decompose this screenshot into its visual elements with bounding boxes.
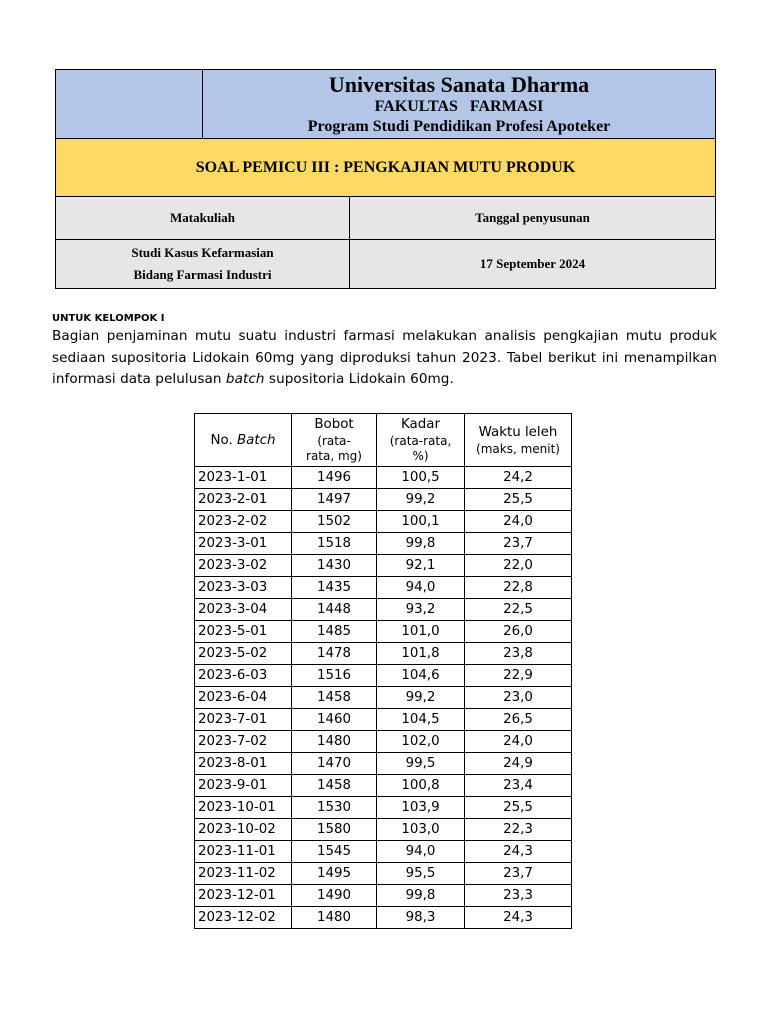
bobot-cell: 1495: [292, 863, 377, 885]
batch-cell: 2023-10-01: [195, 797, 292, 819]
header-label-row: [56, 196, 715, 239]
paragraph-italic: batch: [225, 371, 265, 387]
kadar-cell: 99,2: [377, 687, 465, 709]
table-row: [195, 665, 572, 687]
table-row: [195, 863, 572, 885]
bobot-cell: 1530: [292, 797, 377, 819]
program-name: Program Studi Pendidikan Profesi Apoteker: [307, 118, 611, 135]
header-batch-prefix: No.: [210, 432, 237, 448]
bobot-cell: 1448: [292, 599, 377, 621]
bobot-cell: 1497: [292, 489, 377, 511]
kadar-cell: 99,2: [377, 489, 465, 511]
table-row: [195, 577, 572, 599]
batch-cell: 2023-3-03: [195, 577, 292, 599]
batch-cell: 2023-5-02: [195, 643, 292, 665]
course-value: [56, 240, 350, 288]
paragraph-part1: Bagian penjaminan mutu suatu industri farmasi melakukan analisis pengkajian mutu produk sediaan supositoria Lidokain 60mg yang diproduksi tahun 2023. Tabel berikut ini menampilkan informasi data pelulusan: [52, 328, 717, 387]
kadar-cell: 99,5: [377, 753, 465, 775]
bobot-cell: 1518: [292, 533, 377, 555]
bobot-cell: 1470: [292, 753, 377, 775]
batch-cell: 2023-8-01: [195, 753, 292, 775]
kadar-cell: 98,3: [377, 907, 465, 929]
waktu-cell: 26,0: [465, 621, 572, 643]
header-kadar-line2: (rata-rata,: [389, 434, 452, 448]
header-bobot-line3: rata, mg): [306, 449, 362, 463]
waktu-cell: 22,3: [465, 819, 572, 841]
waktu-cell: 24,0: [465, 731, 572, 753]
waktu-cell: 23,3: [465, 885, 572, 907]
bobot-cell: 1580: [292, 819, 377, 841]
waktu-cell: 25,5: [465, 797, 572, 819]
waktu-cell: 22,5: [465, 599, 572, 621]
header-kadar-line3: %): [412, 449, 429, 463]
bobot-cell: 1490: [292, 885, 377, 907]
table-row: [195, 885, 572, 907]
bobot-cell: 1458: [292, 775, 377, 797]
kadar-cell: 104,6: [377, 665, 465, 687]
table-row: [195, 841, 572, 863]
bobot-cell: 1435: [292, 577, 377, 599]
header-waktu-line2: (maks, menit): [476, 441, 560, 456]
batch-cell: 2023-7-02: [195, 731, 292, 753]
batch-cell: 2023-3-02: [195, 555, 292, 577]
table-row: [195, 599, 572, 621]
faculty-name: FAKULTAS FARMASI: [374, 98, 544, 115]
kadar-cell: 100,1: [377, 511, 465, 533]
bobot-cell: 1430: [292, 555, 377, 577]
header-bobot-line1: Bobot: [314, 417, 354, 432]
waktu-cell: 22,8: [465, 577, 572, 599]
course-value-line1: Studi Kasus Kefarmasian: [131, 245, 274, 260]
kadar-cell: 99,8: [377, 533, 465, 555]
bobot-cell: 1502: [292, 511, 377, 533]
waktu-cell: 24,3: [465, 907, 572, 929]
waktu-cell: 23,8: [465, 643, 572, 665]
batch-cell: 2023-2-01: [195, 489, 292, 511]
waktu-cell: 24,0: [465, 511, 572, 533]
batch-cell: 2023-3-04: [195, 599, 292, 621]
kadar-cell: 92,1: [377, 555, 465, 577]
header-value-row: [56, 239, 715, 288]
waktu-cell: 24,2: [465, 467, 572, 489]
bobot-cell: 1485: [292, 621, 377, 643]
table-row: [195, 907, 572, 929]
kadar-cell: 94,0: [377, 841, 465, 863]
header-waktu-line1: Waktu leleh: [478, 424, 558, 440]
waktu-cell: 26,5: [465, 709, 572, 731]
waktu-cell: 23,4: [465, 775, 572, 797]
batch-cell: 2023-6-04: [195, 687, 292, 709]
batch-data-table: [194, 413, 572, 929]
table-row: [195, 819, 572, 841]
group-title: UNTUK KELOMPOK I: [52, 313, 165, 324]
bobot-cell: 1458: [292, 687, 377, 709]
bobot-cell: 1545: [292, 841, 377, 863]
date-value: 17 September 2024: [479, 256, 586, 271]
table-body: [195, 467, 572, 929]
batch-cell: 2023-5-01: [195, 621, 292, 643]
batch-cell: 2023-2-02: [195, 511, 292, 533]
header-kadar-line1: Kadar: [401, 417, 440, 432]
header-kadar: [377, 414, 465, 467]
kadar-cell: 99,8: [377, 885, 465, 907]
table-row: [195, 709, 572, 731]
batch-cell: 2023-7-01: [195, 709, 292, 731]
document-header: [55, 69, 716, 289]
table-row: [195, 687, 572, 709]
kadar-cell: 100,8: [377, 775, 465, 797]
header-title-cell: [203, 70, 715, 138]
bobot-cell: 1496: [292, 467, 377, 489]
university-name: Universitas Sanata Dharma: [328, 72, 590, 97]
waktu-cell: 24,3: [465, 841, 572, 863]
bobot-cell: 1480: [292, 731, 377, 753]
instruction-paragraph: [52, 326, 717, 391]
bobot-cell: 1516: [292, 665, 377, 687]
table-row: [195, 643, 572, 665]
header-bobot: [292, 414, 377, 467]
table-row: [195, 555, 572, 577]
kadar-cell: 100,5: [377, 467, 465, 489]
batch-cell: 2023-11-02: [195, 863, 292, 885]
batch-cell: 2023-3-01: [195, 533, 292, 555]
batch-cell: 2023-1-01: [195, 467, 292, 489]
kadar-cell: 103,9: [377, 797, 465, 819]
kadar-cell: 94,0: [377, 577, 465, 599]
bobot-cell: 1480: [292, 907, 377, 929]
kadar-cell: 93,2: [377, 599, 465, 621]
batch-cell: 2023-12-02: [195, 907, 292, 929]
kadar-cell: 104,5: [377, 709, 465, 731]
table-row: [195, 753, 572, 775]
date-label: Tanggal penyusunan: [475, 210, 590, 225]
table-row: [195, 511, 572, 533]
table-row: [195, 621, 572, 643]
table-row: [195, 731, 572, 753]
header-title-row: [56, 70, 715, 138]
table-row: [195, 533, 572, 555]
logo-cell: [56, 70, 203, 138]
waktu-cell: 23,7: [465, 863, 572, 885]
batch-cell: 2023-9-01: [195, 775, 292, 797]
batch-cell: 2023-12-01: [195, 885, 292, 907]
batch-cell: 2023-6-03: [195, 665, 292, 687]
header-batch: [195, 414, 292, 467]
table-header-row: [195, 414, 572, 467]
waktu-cell: 22,9: [465, 665, 572, 687]
waktu-cell: 25,5: [465, 489, 572, 511]
bobot-cell: 1460: [292, 709, 377, 731]
table-row: [195, 775, 572, 797]
waktu-cell: 22,0: [465, 555, 572, 577]
table-row: [195, 797, 572, 819]
course-value-line2: Bidang Farmasi Industri: [133, 267, 272, 282]
kadar-cell: 103,0: [377, 819, 465, 841]
kadar-cell: 102,0: [377, 731, 465, 753]
course-label: Matakuliah: [56, 197, 350, 239]
header-waktu: [465, 414, 572, 467]
paragraph-part2: supositoria Lidokain 60mg.: [264, 371, 454, 387]
table-row: [195, 467, 572, 489]
batch-cell: 2023-10-02: [195, 819, 292, 841]
table-row: [195, 489, 572, 511]
bobot-cell: 1478: [292, 643, 377, 665]
kadar-cell: 101,0: [377, 621, 465, 643]
kadar-cell: 95,5: [377, 863, 465, 885]
waktu-cell: 23,0: [465, 687, 572, 709]
header-bobot-line2: (rata-: [317, 434, 351, 448]
batch-cell: 2023-11-01: [195, 841, 292, 863]
header-batch-italic: Batch: [237, 432, 276, 448]
waktu-cell: 24,9: [465, 753, 572, 775]
kadar-cell: 101,8: [377, 643, 465, 665]
waktu-cell: 23,7: [465, 533, 572, 555]
soal-title: SOAL PEMICU III : PENGKAJIAN MUTU PRODUK: [56, 138, 715, 196]
